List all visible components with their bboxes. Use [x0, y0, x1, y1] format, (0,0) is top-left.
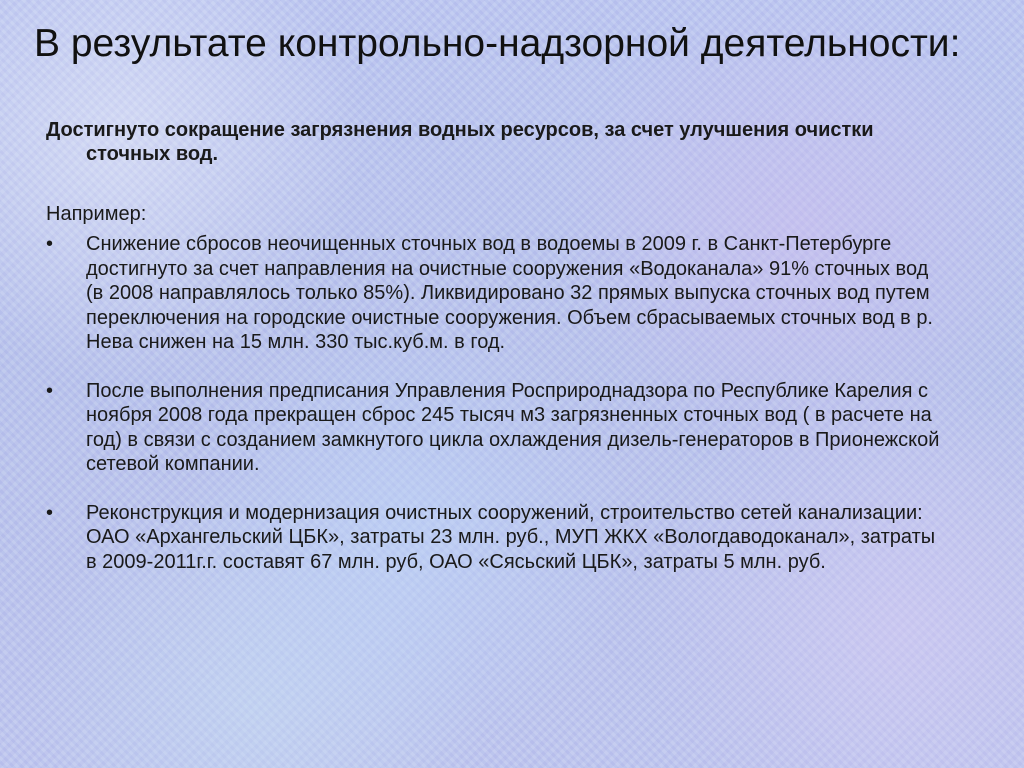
bullet-marker: •	[46, 501, 54, 524]
bullet-text: После выполнения предписания Управления Росприроднадзора по Республике Карелия с ноября 2008 года прекращен сброс 245 тысяч м3 загрязненных сточных вод ( в расчете на год) в связи с созданием замкнутого цикла охлаждения дизель-генераторов в Прионежской сетевой компании.	[86, 379, 940, 475]
bullet-item-spb	[46, 232, 946, 355]
bullet-item-reconstruction	[46, 501, 946, 575]
lead-statement: Достигнуто сокращение загрязнения водных ресурсов, за счет улучшения очистки сточных вод.	[46, 119, 874, 165]
bullet-marker: •	[46, 233, 54, 255]
bullet-marker: •	[46, 379, 54, 402]
bullet-item-karelia	[46, 379, 946, 477]
bullet-list	[46, 232, 946, 598]
bullet-text: Снижение сбросов неочищенных сточных вод в водоемы в 2009 г. в Санкт-Петербурге достигнуто за счет направления на очистные сооружения «Водоканала» 91% сточных вод (в 2008 направлялось только 85%). Ликвидировано 32 прямых выпуска сточных вод путем переключения на городские очистные сооружения. Объем сбрасываемых сточных вод в р. Нева снижен на 15 млн. 330 тыс.куб.м. в год.	[86, 233, 933, 353]
intro-label: Например:	[46, 203, 147, 225]
slide-title: В результате контрольно-надзорной деятельности:	[34, 22, 961, 65]
bullet-text: Реконструкция и модернизация очистных сооружений, строительство сетей канализации: ОАО «Архангельский ЦБК», затраты 23 млн. руб., МУП ЖКХ «Вологдаводоканал», затраты в 2009-2011г.г. составят 67 млн. руб, ОАО «Сясьский ЦБК», затраты 5 млн. руб.	[86, 501, 936, 573]
